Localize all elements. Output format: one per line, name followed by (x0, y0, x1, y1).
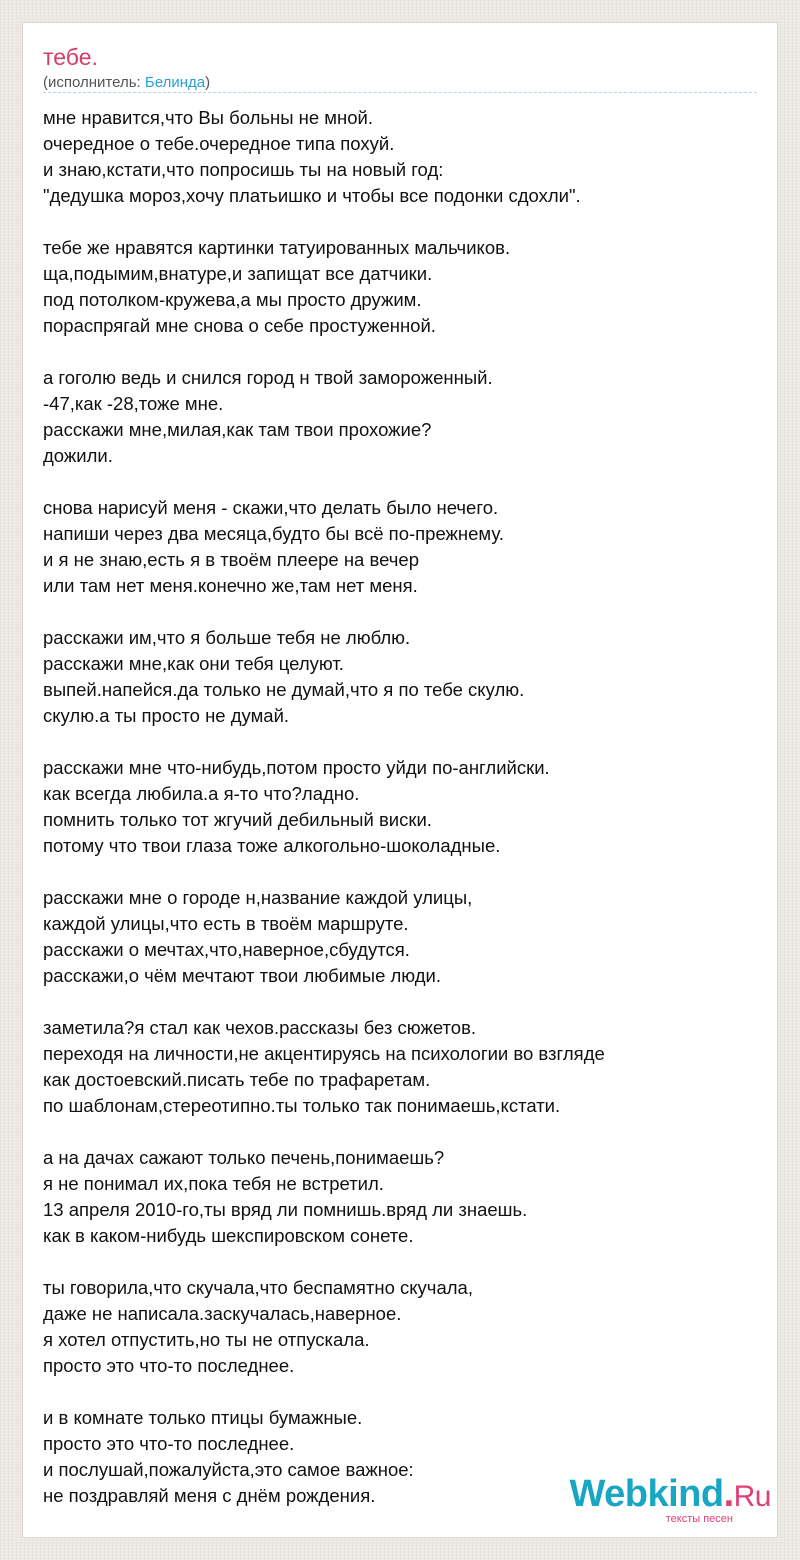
lyric-line: -47,как -28,тоже мне. (43, 393, 224, 414)
lyric-line: расскажи мне,милая,как там твои прохожие? (43, 419, 432, 440)
artist-link[interactable]: Белинда (144, 74, 206, 91)
lyric-line: я не понимал их,пока тебя не встретил. (43, 1173, 384, 1194)
lyrics-stanza (43, 1275, 759, 1379)
lyric-line: не поздравляй меня с днём рождения. (43, 1485, 376, 1506)
dashed-divider (43, 92, 757, 93)
lyric-line: а на дачах сажают только печень,понимаешь? (43, 1147, 445, 1168)
lyric-line: по шаблонам,стереотипно.ты только так понимаешь,кстати. (43, 1095, 561, 1116)
lyric-line: заметила?я стал как чехов.рассказы без сюжетов. (43, 1017, 477, 1038)
lyric-line: помнить только тот жгучий дебильный виски. (43, 809, 432, 830)
lyric-line: или там нет меня.конечно же,там нет меня. (43, 575, 418, 596)
lyrics-stanza (43, 105, 759, 209)
lyrics-stanza (43, 885, 759, 989)
webkind-watermark-logo (569, 1474, 771, 1525)
lyrics-stanza (43, 755, 759, 859)
lyrics-stanza (43, 1015, 759, 1119)
lyrics-stanza (43, 1145, 759, 1249)
lyric-line: я хотел отпустить,но ты не отпускала. (43, 1329, 370, 1350)
lyric-line: расскажи о мечтах,что,наверное,сбудутся. (43, 939, 410, 960)
lyric-line: 13 апреля 2010-го,ты вряд ли помнишь.вряд ли знаешь. (43, 1199, 528, 1220)
lyric-line: и я не знаю,есть я в твоём плеере на вечер (43, 549, 419, 570)
lyric-line: и послушай,пожалуйста,это самое важное: (43, 1459, 414, 1480)
lyric-line: дожили. (43, 445, 113, 466)
watermark-wordmark (569, 1474, 771, 1517)
watermark-tagline: тексты песен (665, 1513, 733, 1525)
lyric-line: под потолком-кружева,а мы просто дружим. (43, 289, 422, 310)
lyric-line: очередное о тебе.очередное типа похуй. (43, 133, 395, 154)
lyric-line: расскажи мне,как они тебя целуют. (43, 653, 344, 674)
lyric-line: тебе же нравятся картинки татуированных мальчиков. (43, 237, 511, 258)
lyric-line: ща,подымим,внатуре,и запищат все датчики. (43, 263, 433, 284)
lyrics-stanza (43, 235, 759, 339)
lyrics-text (43, 105, 759, 1535)
lyric-line: выпей.напейся.да только не думай,что я по тебе скулю. (43, 679, 525, 700)
artist-line (43, 73, 210, 93)
lyric-line: как достоевский.писать тебе по трафаретам. (43, 1069, 431, 1090)
lyric-line: расскажи им,что я больше тебя не люблю. (43, 627, 411, 648)
lyric-line: и знаю,кстати,что попросишь ты на новый год: (43, 159, 444, 180)
lyric-line: а гоголю ведь и снился город н твой замороженный. (43, 367, 493, 388)
lyric-line: напиши через два месяца,будто бы всё по-прежнему. (43, 523, 504, 544)
song-title: тебе. (43, 44, 98, 70)
lyric-line: переходя на личности,не акцентируясь на психологии во взгляде (43, 1043, 605, 1064)
lyric-line: снова нарисуй меня - скажи,что делать было нечего. (43, 497, 499, 518)
lyric-line: как в каком-нибудь шекспировском сонете. (43, 1225, 414, 1246)
lyric-line: "дедушка мороз,хочу платьишко и чтобы все подонки сдохли". (43, 185, 581, 206)
artist-prefix: (исполнитель: (43, 74, 145, 91)
lyric-line: ты говорила,что скучала,что беспамятно скучала, (43, 1277, 473, 1298)
lyric-line: мне нравится,что Вы больны не мной. (43, 107, 374, 128)
lyric-line: даже не написала.заскучалась,наверное. (43, 1303, 402, 1324)
lyrics-page (22, 22, 778, 1538)
lyric-line: каждой улицы,что есть в твоём маршруте. (43, 913, 409, 934)
lyric-line: расскажи мне о городе н,название каждой улицы, (43, 887, 473, 908)
lyric-line: просто это что-то последнее. (43, 1355, 295, 1376)
artist-suffix: ) (205, 74, 211, 91)
lyric-line: расскажи мне что-нибудь,потом просто уйди по-английски. (43, 757, 550, 778)
watermark-brand: Webkind (569, 1473, 724, 1515)
lyrics-stanza (43, 495, 759, 599)
lyric-line: просто это что-то последнее. (43, 1433, 295, 1454)
lyric-line: скулю.а ты просто не думай. (43, 705, 290, 726)
watermark-dot: . (723, 1473, 734, 1515)
lyric-line: расскажи,о чём мечтают твои любимые люди. (43, 965, 442, 986)
lyric-line: пораспрягай мне снова о себе простуженной. (43, 315, 436, 336)
watermark-tld: Ru (733, 1480, 771, 1513)
lyric-line: потому что твои глаза тоже алкогольно-шоколадные. (43, 835, 501, 856)
lyric-line: как всегда любила.а я-то что?ладно. (43, 783, 360, 804)
lyric-line: и в комнате только птицы бумажные. (43, 1407, 363, 1428)
lyrics-stanza (43, 365, 759, 469)
lyrics-stanza (43, 625, 759, 729)
